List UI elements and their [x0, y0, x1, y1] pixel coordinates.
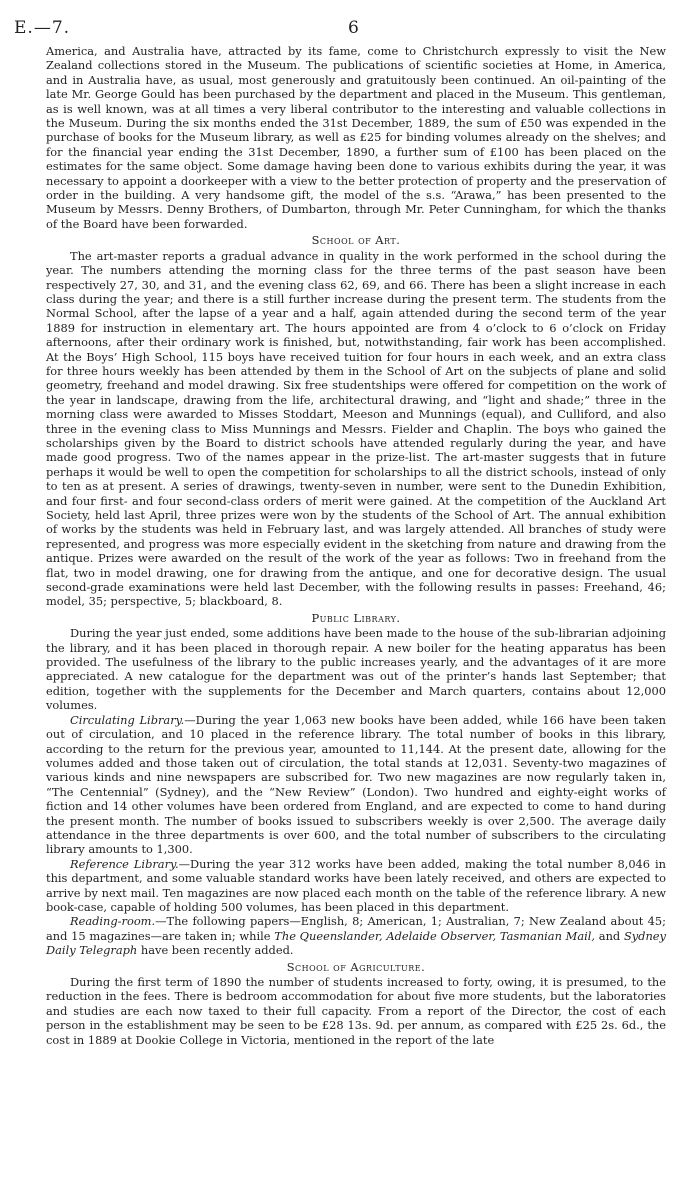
page-header: [14, 18, 666, 44]
reading-room-papers: The Queenslander, Adelaide Observer, Tasmanian Mail,: [274, 928, 596, 943]
paragraph-reference-library: [46, 857, 666, 915]
document-body: [46, 44, 666, 1047]
reading-room-telegraph: Sydney Daily Telegraph: [46, 928, 666, 958]
paragraph-museum: America, and Australia have, attracted by its fame, come to Christchurch expressly to visit the New Zealand collections stored in the Museum. The publications of scientific societies at Home, in America, and in Australia have, as usual, most generously and gratuitously been continued. An oil-painting of the late Mr. George Gould has been purchased by the department and placed in the Museum. This gentleman, as is well known, was at all times a very liberal contributor to the interesting and valuable collections in the Museum. During the six months ended the 31st December, 1889, the sum of £50 was expended in the purchase of books for the Museum library, as well as £25 for binding volumes already on the shelves; and for the financial year ending the 31st December, 1890, a further sum of £100 has been placed on the estimates for the same object. Some damage having been done to various exhibits during the year, it was necessary to appoint a doorkeeper with a view to the better protection of property and the preservation of order in the building. A very handsome gift, the model of the s.s. “Arawa,” has been presented to the Museum by Messrs. Denny Brothers, of Dumbarton, through Mr. Peter Cunningham, for which the thanks of the Board have been forwarded.: [46, 44, 666, 231]
circulating-library-label: Circulating Library.: [70, 712, 185, 727]
heading-school-of-agriculture: School of Agriculture.: [286, 959, 426, 974]
reference-library-text: —During the year 312 works have been added, making the total number 8,046 in this department, and some valuable standard works have been lately received, and others are expected to arrive by next mail. Ten magazines are now placed each month on the table of the reference library. A new book-case, capable of holding 500 volumes, has been placed in this department.: [46, 856, 666, 914]
circulating-library-text: —During the year 1,063 new books have been added, while 166 have been taken out of circulation, and 10 placed in the reference library. The total number of books in this library, according to the return for the previous year, amounted to 11,144. At the present date, allowing for the volumes added and those taken out of circulation, the total stands at 12,031. Seventy-two magazines of various kinds and nine newspapers are subscribed for. Two new magazines are now regularly taken in, “The Centennial” (Sydney), and the “New Review” (London). Two hundred and eighty-eight works of fiction and 14 other volumes have been ordered from England, and are expected to come to hand during the present month. The number of books issued to subscribers weekly is over 2,500. The average daily attendance in the three departments is over 600, and the total number of subscribers to the circulating library amounts to 1,300.: [46, 712, 666, 857]
paragraph-school-of-art: The art-master reports a gradual advance in quality in the work performed in the school during the year. The numbers attending the morning class for the three terms of the past season have been respectively 27, 30, and 31, and the evening class 62, 69, and 66. There has been a slight increase in each class during the year; and there is a still further increase during the present term. The students from the Normal School, after the lapse of a year and a half, again attended during the second term of the year 1889 for instruction in elementary art. The hours appointed are from 4 o’clock to 6 o’clock on Friday afternoons, after their ordinary work is finished, but, notwithstanding, fair work has been accomplished. At the Boys’ High School, 115 boys have received tuition for four hours in each week, and an extra class for three hours weekly has been attended by them in the School of Art on the subjects of plane and solid geometry, freehand and model drawing. Six free studentships were offered for competition on the work of the year in landscape, drawing from the life, architectural drawing, and “light and shade;” three in the morning class were awarded to Misses Stoddart, Meeson and Munnings (equal), and Culliford, and also three in the evening class to Miss Munnings and Messrs. Fielder and Chaplin. The boys who gained the scholarships given by the Board to district schools have attended regularly during the year, and have made good progress. Two of the names appear in the prize-list. The art-master suggests that in future perhaps it would be well to open the competition for scholarships to all the district schools, instead of only to ten as at present. A series of drawings, twenty-seven in number, were sent to the Dunedin Exhibition, and four first- and four second-class orders of merit were gained. At the competition of the Auckland Art Society, held last April, three prizes were won by the students of the School of Art. The annual exhibition of works by the students was held in February last, and was largely attended. All branches of study were represented, and progress was more especially evident in the sketching from nature and drawing from the antique. Prizes were awarded on the result of the work of the year as follows: Two in freehand from the flat, two in model drawing, one for drawing from the antique, and one for decorative design. The usual second-grade examinations were held last December, with the following results in passes: Freehand, 46; model, 35; perspective, 5; blackboard, 8.: [46, 248, 666, 609]
heading-school-of-art: School of Art.: [311, 233, 401, 248]
report-reference: E.—7.: [14, 18, 71, 38]
document-page: [14, 18, 666, 1047]
reading-room-text-b: and: [595, 928, 624, 943]
page-number: 6: [348, 18, 359, 38]
reading-room-text-a: —The following papers—English, 8; American, 1; Australian, 7; New Zealand about 45; and 15 magazines—are taken in; while: [46, 914, 666, 943]
paragraph-school-of-agriculture: During the first term of 1890 the number of students increased to forty, owing, it is presumed, to the reduction in the fees. There is bedroom accommodation for about five more students, but the laboratories and studies are each now taxed to their full capacity. From a report of the Director, the cost of each person in the establishment may be seen to be £28 13s. 9d. per annum, as compared with £25 2s. 6d., the cost in 1889 at Dookie College in Victoria, mentioned in the report of the late: [46, 975, 666, 1047]
reference-library-label: Reference Library.: [70, 856, 179, 871]
heading-public-library: Public Library.: [311, 610, 401, 625]
paragraph-public-library: During the year just ended, some additions have been made to the house of the sub-librarian adjoining the library, and it has been placed in thorough repair. A new boiler for the heating apparatus has been provided. The usefulness of the library to the public increases yearly, and the advantages of it are more appreciated. A new catalogue for the department was out of the printer’s hands last September; that edition, together with the supplements for the December and March quarters, contains about 12,000 volumes.: [46, 626, 666, 713]
paragraph-circulating-library: [46, 713, 666, 857]
reading-room-label: Reading-room.: [70, 914, 156, 929]
reading-room-text-c: have been recently added.: [137, 943, 294, 958]
paragraph-reading-room: [46, 914, 666, 957]
